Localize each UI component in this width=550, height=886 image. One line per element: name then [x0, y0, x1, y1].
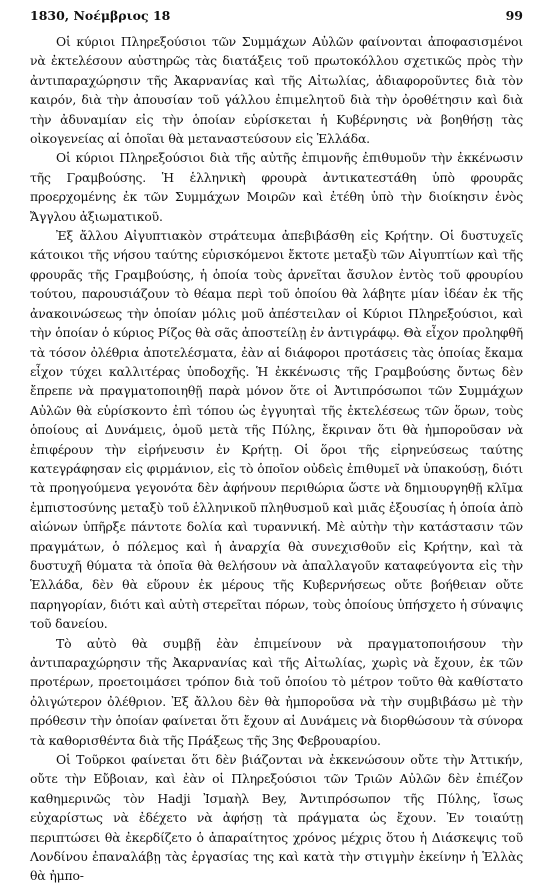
page-number: 99 — [505, 8, 523, 23]
paragraph: Οἱ Τοῦρκοι φαίνεται ὅτι δὲν βιάζονται νὰ ἐκκενώσουν οὔτε τὴν Ἀττικήν, οὔτε τὴν Εὔβοιαν, καὶ ἐὰν οἱ Πληρεξούσιοι τῶν Τριῶν Αὐλῶν δὲν ἐπιέζον καθημερινῶς τὸν Hadji Ἰσμαὴλ Bey, Ἀντιπρόσωπον τῆς Πύλης, ἴσως εὐχαρίστως νὰ ἐδέχετο νὰ ἀφήσῃ τὰ πράγματα ὡς ἔχουν. Ἐν τοιαύτῃ περιπτώσει θὰ ἐκερδίζετο ὁ ἀπαραίτητος χρόνος μέχρις ὅτου ἡ Διάσκεψις τοῦ Λονδίνου ἐπαναλάβῃ τὰς ἐργασίας της καὶ κατὰ τὴν στιγμὴν ἐκείνην ἡ Ἑλλὰς θὰ ἠμπο- — [30, 752, 523, 884]
paragraph: Οἱ κύριοι Πληρεξούσιοι τῶν Συμμάχων Αὐλῶν φαίνονται ἀποφασισμένοι νὰ ἐκτελέσουν αὐστηρῶς τὰς διατάξεις τοῦ πρωτοκόλλου σχετικῶς πρὸς τὴν ἀντιπαραχώρησιν τῆς Ἀκαρνανίας καὶ τῆς Αἰτωλίας, ἀδιαφοροῦντες διὰ τὸν καιρόν, διὰ τὴν ἀπουσίαν τοῦ γάλλου ἐπιμελητοῦ διὰ τὴν ὀροθέτησιν καὶ διὰ τὴν ἀδυναμίαν εἰς τὴν ὁποίαν εὑρίσκεται ἡ Κυβέρνησις νὰ βοηθήσῃ τὰς οἰκογενείας αἱ ὁποῖαι θὰ μεταναστεύσουν εἰς Ἑλλάδα. — [30, 34, 523, 147]
body-text — [30, 32, 523, 886]
running-title: 1830, Νοέμβριος 18 — [30, 8, 171, 23]
page-header — [30, 8, 523, 24]
paragraph: Ἐξ ἄλλου Αἰγυπτιακὸν στράτευμα ἀπεβιβάσθη εἰς Κρήτην. Οἱ δυστυχεῖς κάτοικοι τῆς νήσου ταύτης εὑρισκόμενοι ἔκτοτε μεταξὺ τῶν Αἰγυπτίων καὶ τῆς φρουρᾶς τῆς Γραμβούσης, ἡ ὁποία τοὺς ἀρνεῖται ἄσυλον ἐντὸς τοῦ φρουρίου τούτου, παρουσιάζουν τὸ θέαμα περὶ τοῦ ὁποίου θὰ λάβητε μίαν ἰδέαν ἐκ τῆς ἀνακοινώσεως τὴν ὁποίαν μόλις μοῦ ἀπέστειλαν οἱ Κύριοι Πληρεξούσιοι, καὶ τὴν ὁποίαν ὁ κύριος Ρίζος θὰ σᾶς ἀποστείλῃ ἐν ἀντιγράφῳ. Θὰ εἶχον προληφθῆ τὰ τόσον ὀλέθρια ἀποτελέσματα, ἐὰν αἱ διάφοροι προτάσεις τὰς ὁποίας ἔκαμα εἶχον τύχει καλλιτέρας ὑποδοχῆς. Ἡ ἐκκένωσις τῆς Γραμβούσης ὄντως δὲν ἔπρεπε νὰ πραγματοποιηθῇ παρὰ μόνον ὅτε οἱ Ἀντιπρόσωποι τῶν Συμμάχων Αὐλῶν θὰ εὑρίσκοντο ἐπὶ τόπου ὡς ἐγγυηταὶ τῆς ἐκτελέσεως τῶν ὅρων, τοὺς ὁποίους αἱ Δυνάμεις, ὁμοῦ μετὰ τῆς Πύλης, ἔκριναν ὅτι θὰ ἠμποροῦσαν νὰ ἐπιφέρουν τὴν εἰρήνευσιν ἐν Κρήτῃ. Οἱ ὅροι τῆς εἰρηνεύσεως ταύτης κατεγράφησαν εἰς φιρμάνιον, εἰς τὸ ὁποῖον οὐδεὶς ἐπιθυμεῖ νὰ ὑπακούσῃ, διότι τὰ προηγούμενα γεγονότα δὲν ἀφήνουν περιθώρια ὥστε νὰ δημιουργηθῇ κλῖμα ἐμπιστοσύνης μεταξὺ τοῦ ἑλληνικοῦ πληθυσμοῦ καὶ μιᾶς ἐξουσίας ἡ ὁποία ἀπὸ αἰώνων ὑπῆρξε πάντοτε δολία καὶ τυραννική. Μὲ αὐτὴν τὴν κατάστασιν τῶν πραγμάτων, ὁ πόλεμος καὶ ἡ ἀναρχία θὰ συνεχισθοῦν εἰς Κρήτην, καὶ τὰ δυστυχῆ θύματα τὰ ὁποῖα θὰ θελήσουν νὰ ἀπαλλαγοῦν καταφεύγοντα εἰς τὴν Ἑλλάδα, δὲν θὰ εὕρουν ἐκ μέρους τῆς Κυβερνήσεως οὔτε βοήθειαν οὔτε παρηγορίαν, διότι καὶ αὐτὴ στερεῖται πόρων, τοὺς ὁποίους ὑπήσχετο ἡ σύναψις τοῦ δανείου. — [30, 228, 523, 632]
paragraph: Τὸ αὐτὸ θὰ συμβῇ ἐὰν ἐπιμείνουν νὰ πραγματοποιήσουν τὴν ἀντιπαραχώρησιν τῆς Ἀκαρνανίας καὶ τῆς Αἰτωλίας, χωρὶς νὰ ἔχουν, ἐκ τῶν προτέρων, προετοιμάσει τρόπον διὰ τοῦ ὁποίου τὸ μέτρον τοῦτο θὰ καθίστατο ὀλιγώτερον ὀλέθριον. Ἐξ ἄλλου δὲν θὰ ἠμποροῦσα νὰ τὴν συμβιβάσω μὲ τὴν πρόθεσιν τὴν ὁποίαν φαίνεται ὅτι ἔχουν αἱ Δυνάμεις νὰ διορθώσουν τὰ σύνορα τὰ καθορισθέντα διὰ τῆς Πράξεως τῆς 3ης Φεβρουαρίου. — [30, 635, 523, 748]
document-page — [30, 8, 523, 886]
paragraph: Οἱ κύριοι Πληρεξούσιοι διὰ τῆς αὐτῆς ἐπιμονῆς ἐπιθυμοῦν τὴν ἐκκένωσιν τῆς Γραμβούσης. Ἡ ἑλληνικὴ φρουρὰ ἀντικατεστάθη ὑπὸ φρουρᾶς προερχομένης ἐκ τῶν Συμμάχων Μοιρῶν καὶ ἐτέθη ὑπὸ τὴν διοίκησιν ἑνὸς Ἄγγλου ἀξιωματικοῦ. — [30, 150, 523, 224]
